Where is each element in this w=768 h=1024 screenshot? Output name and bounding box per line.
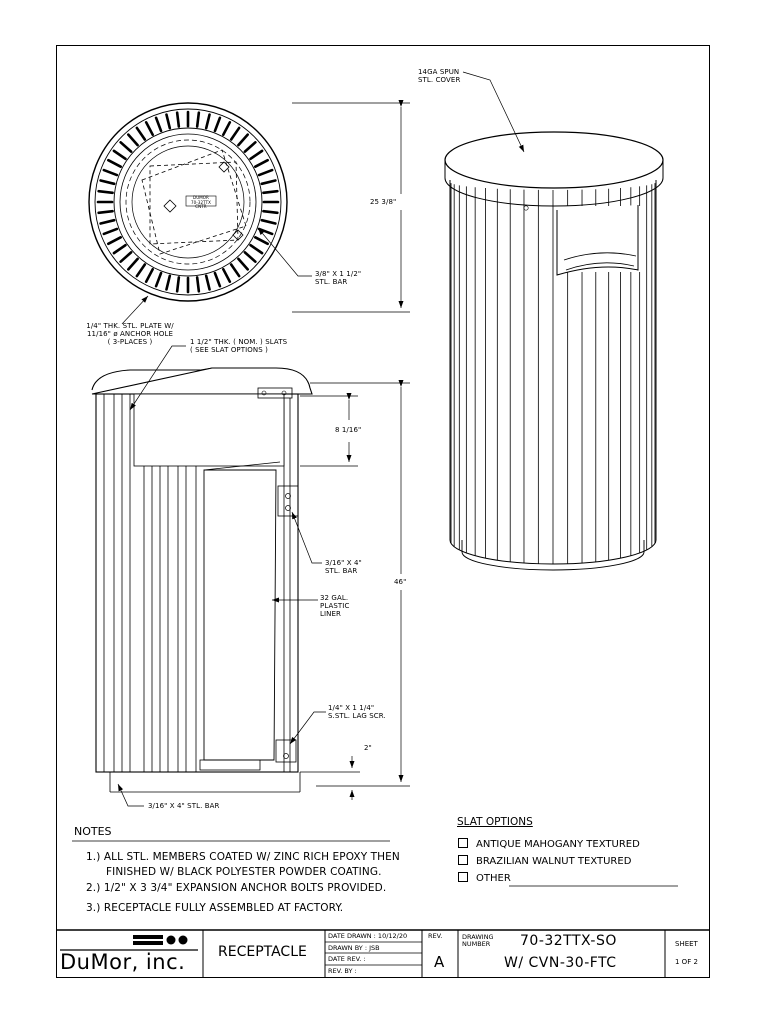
dim-2: 2" bbox=[364, 744, 372, 752]
label-slats-line1: 1 1/2" THK. ( NOM. ) SLATS bbox=[190, 338, 288, 346]
label-bar-316-side-line2: STL. BAR bbox=[325, 567, 358, 575]
plan-slat-tick bbox=[108, 160, 120, 167]
drawing-label-line2: NUMBER bbox=[462, 940, 491, 948]
label-cover bbox=[418, 68, 460, 84]
label-liner bbox=[320, 594, 349, 618]
label-stl-bar-line2: STL. BAR bbox=[315, 278, 348, 286]
plan-slat-tick bbox=[263, 191, 277, 193]
plan-slat-tick bbox=[259, 170, 272, 175]
plan-slat-tick bbox=[223, 269, 230, 281]
slat-option-mahogany[interactable] bbox=[458, 838, 640, 850]
plan-slat-tick bbox=[262, 220, 276, 223]
plan-slat-tick bbox=[128, 135, 137, 145]
plan-slat-tick bbox=[156, 273, 161, 286]
rev-label: REV. bbox=[428, 932, 443, 940]
plan-slat-tick bbox=[223, 122, 230, 134]
drawing-number-2: W/ CVN-30-FTC bbox=[504, 955, 617, 971]
part-name: RECEPTACLE bbox=[218, 944, 307, 960]
drawing-number-1: 70-32TTX-SO bbox=[520, 933, 617, 949]
dim-25-3-8: 25 3/8" bbox=[370, 198, 397, 206]
center-mark-line3: CNTR bbox=[195, 204, 207, 209]
rev-value: A bbox=[434, 953, 445, 971]
slat-option-mahogany-label: ANTIQUE MAHOGANY TEXTURED bbox=[476, 839, 640, 850]
plan-slat-tick bbox=[99, 211, 113, 213]
plan-view bbox=[89, 103, 410, 324]
slat-option-other[interactable] bbox=[458, 872, 511, 884]
plan-slat-tick bbox=[255, 160, 267, 167]
plan-slat-tick bbox=[177, 113, 179, 127]
plan-slat-tick bbox=[121, 142, 131, 151]
center-mark-line1: DUMOR bbox=[193, 195, 209, 200]
plan-slat-tick bbox=[166, 276, 169, 290]
center-mark-line2: 70-32TTX bbox=[191, 199, 211, 205]
plan-slat-tick bbox=[99, 191, 113, 193]
plan-slat-tick bbox=[206, 115, 209, 129]
plan-slat-tick bbox=[166, 115, 169, 129]
label-liner-line1: 32 GAL. bbox=[320, 594, 349, 602]
dim-46: 46" bbox=[394, 578, 407, 586]
plan-slat-tick bbox=[146, 122, 153, 134]
checkbox-walnut[interactable] bbox=[458, 855, 468, 865]
slat-option-walnut-label: BRAZILIAN WALNUT TEXTURED bbox=[476, 856, 632, 867]
plan-slat-tick bbox=[197, 277, 199, 291]
label-cover-line2: STL. COVER bbox=[418, 76, 461, 84]
plan-slat-tick bbox=[101, 180, 115, 183]
plan-slat-tick bbox=[137, 265, 145, 277]
plan-slat-tick bbox=[177, 277, 179, 291]
plan-slat-tick bbox=[197, 113, 199, 127]
note-3: 3.) RECEPTACLE FULLY ASSEMBLED AT FACTORY. bbox=[86, 902, 344, 914]
label-lag-line1: 1/4" X 1 1/4" bbox=[328, 704, 375, 712]
plan-slat-tick bbox=[262, 180, 276, 183]
company-name: DuMor, inc. bbox=[60, 950, 186, 974]
notes-title: NOTES bbox=[74, 825, 112, 838]
plan-slat-tick bbox=[245, 142, 255, 151]
plan-slat-tick bbox=[101, 220, 115, 223]
label-stl-bar bbox=[315, 270, 361, 286]
slat-option-walnut[interactable] bbox=[458, 855, 631, 867]
plan-slat-tick bbox=[215, 118, 220, 131]
label-stl-bar-line1: 3/8" X 1 1/2" bbox=[315, 270, 362, 278]
date-rev: DATE REV. : bbox=[328, 955, 366, 963]
plan-slat-tick bbox=[255, 237, 267, 244]
date-drawn: DATE DRAWN : 10/12/20 bbox=[328, 932, 408, 940]
label-liner-line3: LINER bbox=[320, 610, 341, 618]
plan-slat-tick bbox=[245, 252, 255, 261]
label-plate bbox=[60, 322, 200, 346]
plan-slat-tick bbox=[231, 128, 239, 140]
plan-slat-tick bbox=[128, 259, 137, 269]
plan-slat-tick bbox=[238, 259, 247, 269]
label-bar-316-side-line1: 3/16" X 4" bbox=[325, 559, 362, 567]
checkbox-mahogany[interactable] bbox=[458, 838, 468, 848]
plan-slat-tick bbox=[215, 273, 220, 286]
plan-slat-tick bbox=[251, 245, 263, 253]
label-plate-line3: ( 3-PLACES ) bbox=[107, 338, 153, 346]
label-lag-line2: S.STL. LAG SCR. bbox=[328, 712, 386, 720]
plan-slat-tick bbox=[231, 265, 239, 277]
isometric-view bbox=[445, 72, 663, 570]
dim-8-1-16: 8 1/16" bbox=[335, 426, 362, 434]
drawing-label-line1: DRAWING bbox=[462, 933, 494, 941]
slat-options-title: SLAT OPTIONS bbox=[457, 816, 533, 828]
plan-slat-tick bbox=[121, 252, 131, 261]
plan-slat-tick bbox=[104, 170, 117, 175]
label-slats bbox=[190, 338, 287, 354]
label-slats-line2: ( SEE SLAT OPTIONS ) bbox=[190, 346, 268, 354]
plan-slat-tick bbox=[156, 118, 161, 131]
note-1: 1.) ALL STL. MEMBERS COATED W/ ZINC RICH EPOXY THEN bbox=[86, 851, 400, 863]
slat-option-other-label: OTHER bbox=[476, 873, 511, 884]
label-plate-line2: 11/16" ø ANCHOR HOLE bbox=[87, 330, 173, 338]
rev-by: REV. BY : bbox=[328, 967, 357, 975]
label-liner-line2: PLASTIC bbox=[320, 602, 350, 610]
label-bar-316-bottom: 3/16" X 4" STL. BAR bbox=[148, 802, 220, 810]
drawing-number-label bbox=[462, 934, 494, 948]
label-lag-screw bbox=[328, 704, 386, 720]
section-view bbox=[92, 346, 410, 806]
plan-slat-tick bbox=[114, 245, 126, 253]
plan-slat-tick bbox=[206, 276, 209, 290]
checkbox-other[interactable] bbox=[458, 872, 468, 882]
label-plate-line1: 1/4" THK. STL. PLATE W/ bbox=[86, 322, 174, 330]
plan-slat-tick bbox=[146, 269, 153, 281]
plan-slat-tick bbox=[263, 211, 277, 213]
plan-slat-tick bbox=[137, 128, 145, 140]
plan-slat-tick bbox=[238, 135, 247, 145]
note-2: 2.) 1/2" X 3 3/4" EXPANSION ANCHOR BOLTS PROVIDED. bbox=[86, 882, 387, 894]
plan-slat-tick bbox=[108, 237, 120, 244]
note-1-cont: FINISHED W/ BLACK POLYESTER POWDER COATING. bbox=[106, 866, 382, 878]
plan-slat-tick bbox=[114, 151, 126, 159]
label-cover-line1: 14GA SPUN bbox=[418, 68, 460, 76]
plan-slat-tick bbox=[251, 151, 263, 159]
plan-slat-tick bbox=[104, 229, 117, 234]
sheet-value: 1 OF 2 bbox=[675, 958, 698, 966]
plan-center-mark bbox=[184, 196, 218, 210]
drawn-by: DRAWN BY : JSB bbox=[328, 944, 380, 952]
sheet-label: SHEET bbox=[675, 940, 698, 948]
label-bar-316-side bbox=[325, 559, 362, 575]
